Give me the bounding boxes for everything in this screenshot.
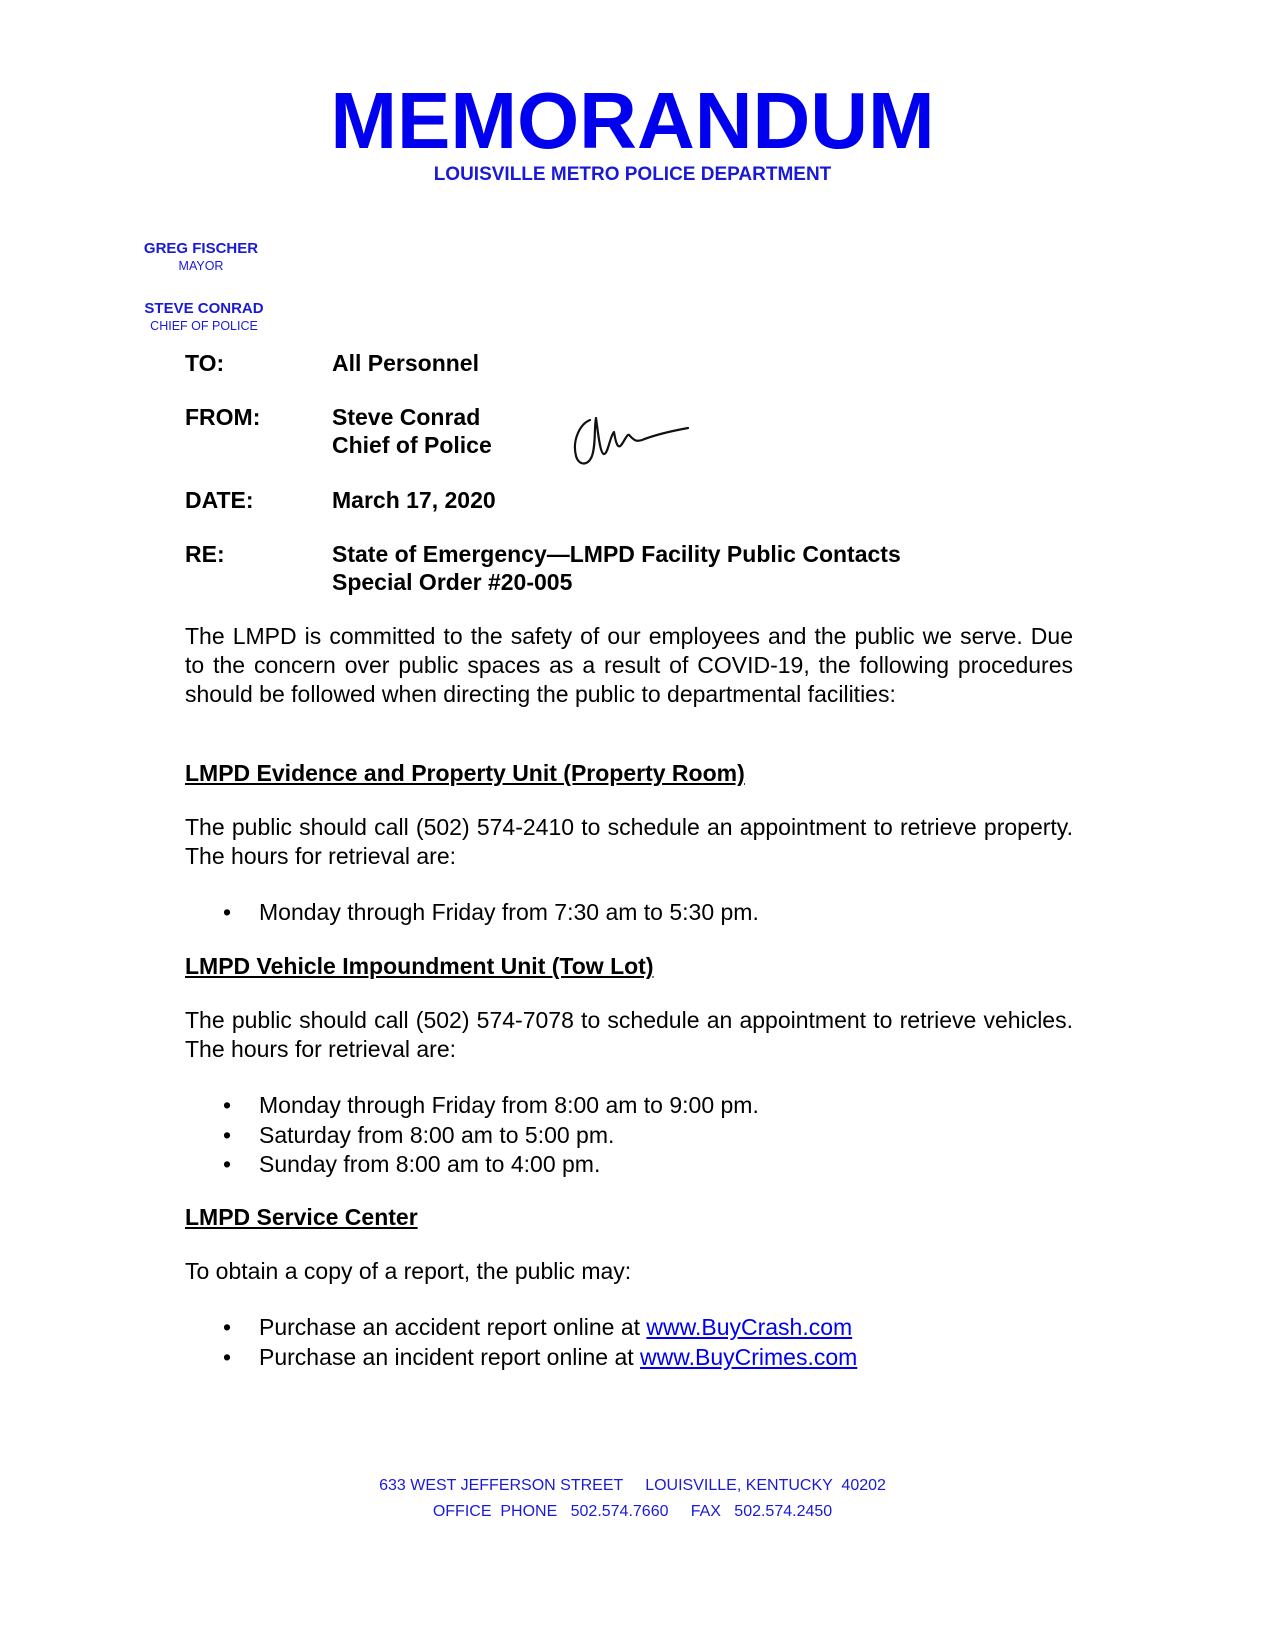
bullet: • xyxy=(223,1092,232,1118)
impound-heading: LMPD Vehicle Impoundment Unit (Tow Lot) xyxy=(185,953,654,979)
re-label: RE: xyxy=(185,541,225,567)
bullet: • xyxy=(223,1314,232,1340)
bullet: • xyxy=(223,1121,232,1148)
list-item-text: Monday through Friday from 7:30 am to 5:30 pm. xyxy=(259,899,759,925)
re-subject: State of Emergency—LMPD Facility Public Contacts xyxy=(332,541,901,567)
official-chief xyxy=(136,300,272,334)
list-item xyxy=(185,898,759,928)
property-hours-list xyxy=(185,898,759,928)
footer-address: 633 WEST JEFFERSON STREET LOUISVILLE, KENTUCKY 40202 xyxy=(379,1477,886,1494)
list-item-text: Saturday from 8:00 am to 5:00 pm. xyxy=(259,1121,615,1148)
footer-phones: OFFICE PHONE 502.574.7660 FAX 502.574.2450 xyxy=(432,1503,833,1520)
list-item-text: Purchase an incident report online at xyxy=(259,1343,641,1370)
list-item-text: Purchase an accident report online at xyxy=(259,1314,647,1340)
intro-paragraph: The LMPD is committed to the safety of our employees and the public we serve. Due to the concern over public spaces as a result of COVID-19, the following procedures should be followed when directing the public to departmental facilities: xyxy=(185,623,1073,707)
property-paragraph: The public should call (502) 574-2410 to schedule an appointment to retrieve property. The hours for retrieval are: xyxy=(185,814,1073,869)
date-value: March 17, 2020 xyxy=(332,487,496,513)
list-item xyxy=(185,1150,759,1180)
service-paragraph: To obtain a copy of a report, the public may: xyxy=(185,1258,632,1284)
department-name: LOUISVILLE METRO POLICE DEPARTMENT xyxy=(433,164,832,185)
property-heading: LMPD Evidence and Property Unit (Property Room) xyxy=(185,760,745,786)
list-item xyxy=(185,1121,759,1151)
bullet: • xyxy=(223,899,232,925)
impound-hours-list xyxy=(185,1091,759,1180)
bullet: • xyxy=(223,1343,232,1370)
official-name: GREG FISCHER xyxy=(143,240,259,257)
list-item xyxy=(185,1343,857,1373)
date-label: DATE: xyxy=(185,487,254,513)
bullet: • xyxy=(223,1151,232,1177)
list-item-text: Monday through Friday from 8:00 am to 9:00 pm. xyxy=(259,1092,759,1118)
re-order-number: Special Order #20-005 xyxy=(332,569,573,595)
to-label: TO: xyxy=(185,350,225,376)
memo-title: MEMORANDUM xyxy=(330,76,935,165)
list-item xyxy=(185,1313,857,1343)
from-label: FROM: xyxy=(185,404,261,430)
list-item-text: Sunday from 8:00 am to 4:00 pm. xyxy=(259,1151,601,1177)
buycrimes-link[interactable]: www.BuyCrimes.com xyxy=(640,1343,858,1370)
to-value: All Personnel xyxy=(332,350,479,376)
from-name: Steve Conrad xyxy=(332,404,481,430)
official-role: MAYOR xyxy=(178,259,224,273)
list-item xyxy=(185,1091,759,1121)
impound-paragraph: The public should call (502) 574-7078 to schedule an appointment to retrieve vehicles. The hours for retrieval are: xyxy=(185,1007,1073,1062)
from-title: Chief of Police xyxy=(332,432,492,458)
signature-image xyxy=(570,410,700,480)
service-heading: LMPD Service Center xyxy=(185,1204,418,1230)
report-options-list xyxy=(185,1313,857,1372)
buycrash-link[interactable]: www.BuyCrash.com xyxy=(646,1314,853,1340)
official-name: STEVE CONRAD xyxy=(144,300,264,317)
official-role: CHIEF OF POLICE xyxy=(150,319,258,333)
official-mayor xyxy=(136,240,266,274)
